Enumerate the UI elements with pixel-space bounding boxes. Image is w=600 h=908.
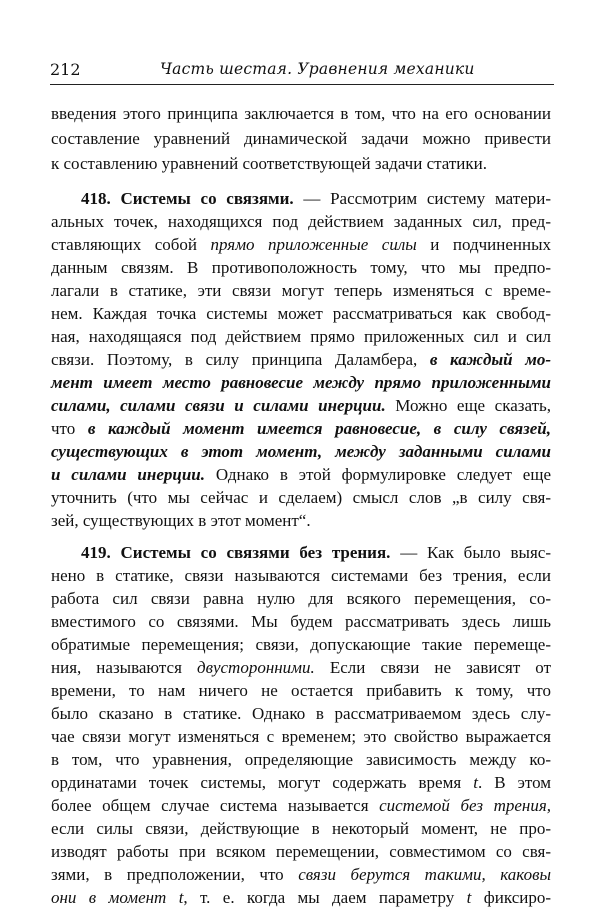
text-line: и силами инерции. Однако в этой формулировке следует еще (51, 465, 551, 484)
text-line: связи. Поэтому, в силу принципа Даламбера, в каждый мо- (51, 350, 552, 369)
text-line: работа сил связи равна нулю для всякого перемещения, со- (51, 589, 551, 608)
text-line: к составлению уравнений соответствующей задачи статики. (51, 154, 487, 173)
page-number: 212 (50, 60, 81, 79)
text-line: они в момент t, т. е. когда мы даем параметру t фиксиро- (51, 888, 552, 907)
text-line: что в каждый момент имеется равновесие, в силу связей, (51, 419, 551, 438)
section-418-first-line: 418. Системы со связями. — Рассмотрим систему матери- (81, 189, 552, 208)
text-line: альных точек, находящихся под действием заданных сил, пред- (51, 212, 551, 231)
text-line: существующих в этот момент, между заданными силами (51, 442, 551, 461)
text-line: изводят работы при всяком перемещении, совместимом со свя- (51, 842, 551, 861)
page-header (50, 56, 554, 85)
text-line: силами, силами связи и силами инерции. Можно еще сказать, (51, 396, 551, 415)
text-line: введения этого принципа заключается в том, что на его основании (51, 104, 551, 123)
section-418-heading: 418. Системы со связями. (81, 189, 294, 208)
text-line: нем. Каждая точка системы может рассматриваться как свобод- (51, 304, 551, 323)
text-line: в том, что уравнения, определяющие зависимость между ко- (51, 750, 551, 769)
text-line: ставляющих собой прямо приложенные силы и подчиненных (51, 235, 552, 254)
text-line: ния, называются двусторонними. Если связи не зависят от (51, 658, 552, 677)
section-419-heading: 419. Системы со связями без трения. (81, 543, 391, 562)
text-line: вместимого со связями. Мы будем рассматривать здесь лишь (51, 612, 551, 631)
text-line: более общем случае система называется системой без трения, (51, 796, 551, 815)
running-title: Часть шестая. Уравнения механики (160, 60, 475, 78)
text-line: данным связям. В противоположность тому, что мы предпо- (51, 258, 551, 277)
text-line: чае связи могут изменяться с временем; это свойство выражается (51, 727, 551, 746)
text-line: ординатами точек системы, могут содержать время t. В этом (51, 773, 552, 792)
text-line: нено в статике, связи называются системами без трения, если (51, 566, 551, 585)
text-line: зями, в предположении, что связи берутся такими, каковы (51, 865, 551, 884)
text-line: лагали в статике, эти связи могут теперь изменяться с време- (51, 281, 551, 300)
text-line: было сказано в статике. Однако в рассматриваемом здесь слу- (51, 704, 551, 723)
text-line: времени, то нам ничего не остается прибавить к тому, что (51, 681, 551, 700)
text-line: мент имеет место равновесие между прямо приложенными (51, 373, 551, 392)
text-line: составление уравнений динамической задачи можно привести (51, 129, 551, 148)
text-line: если силы связи, действующие в некоторый момент, не про- (51, 819, 551, 838)
text-line: уточнить (что мы сейчас и сделаем) смысл слов „в силу свя- (51, 488, 551, 507)
section-419-first-line: 419. Системы со связями без трения. — Как было выяс- (81, 543, 551, 562)
text-line: зей, существующих в этот момент“. (51, 511, 311, 530)
text-line: ная, находящаяся под действием прямо приложенных сил и сил (51, 327, 551, 346)
text-line: обратимые перемещения; связи, допускающие такие перемеще- (51, 635, 551, 654)
